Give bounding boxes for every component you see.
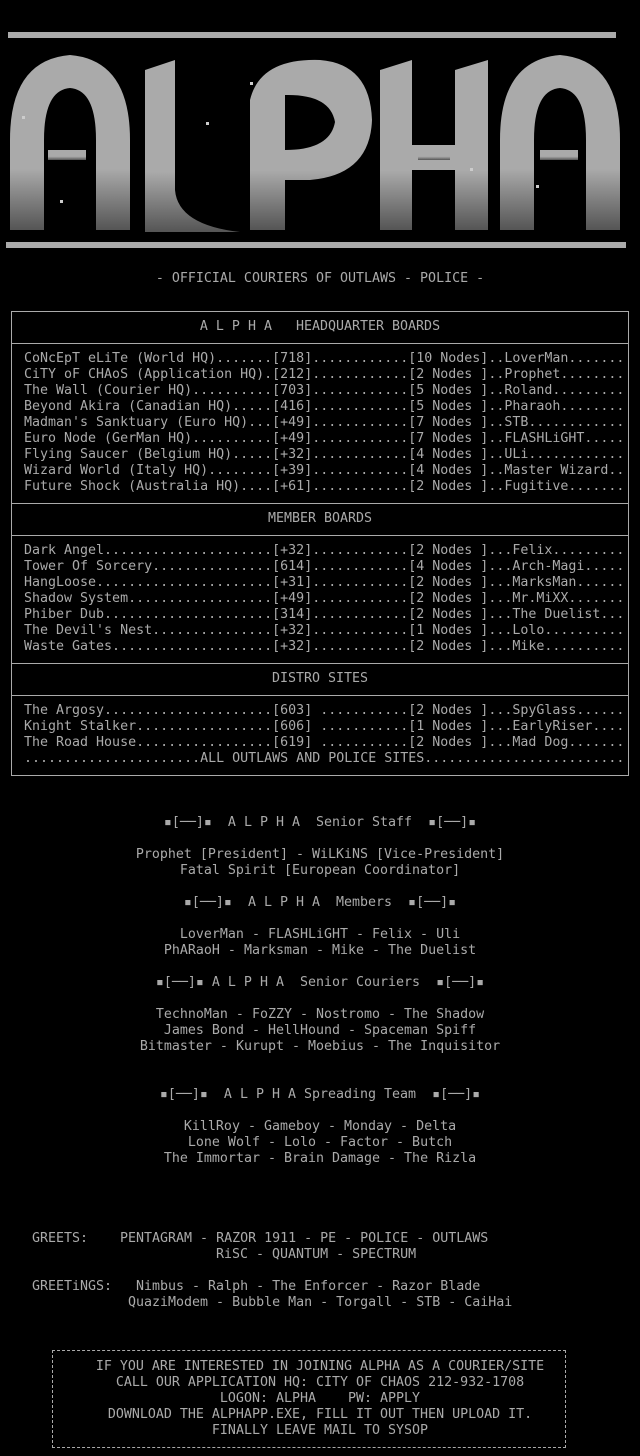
distro-row: The Road House.................[619] ...........[2 Nodes ]...Mad Dog....... [24,735,625,750]
hq-row: CiTY oF CHAoS (Application HQ).[212]............[2 Nodes ]..Prophet........ [24,367,625,382]
greets-line: PENTAGRAM - RAZOR 1911 - PE - POLICE - OUTLAWS [120,1231,489,1246]
hq-row: Beyond Akira (Canadian HQ).....[416]............[5 Nodes ]..Pharaoh........ [24,399,625,414]
divider [11,695,629,696]
divider [11,663,629,664]
greets-line: RiSC - QUANTUM - SPECTRUM [216,1247,417,1262]
alpha-logo [0,30,640,264]
divider [11,343,629,344]
join-line: LOGON: ALPHA PW: APPLY [219,1391,421,1406]
member-row: Tower Of Sorcery...............[614]............[4 Nodes ]...Arch-Magi..... [24,559,625,574]
spreading-line: The Immortar - Brain Damage - The Rizla [163,1151,477,1166]
join-line: IF YOU ARE INTERESTED IN JOINING ALPHA AS A COURIER/SITE [95,1359,545,1374]
couriers-line: James Bond - HellHound - Spaceman Spiff [163,1023,477,1038]
join-line: FINALLY LEAVE MAIL TO SYSOP [211,1423,429,1438]
senior-staff-line: Prophet [President] - WiLKiNS [Vice-President] [135,847,505,862]
member-row: The Devil's Nest...............[+32]............[1 Nodes ]...Lolo.......... [24,623,625,638]
couriers-line: TechnoMan - FoZZY - Nostromo - The Shadow [155,1007,485,1022]
member-row: Phiber Dub.....................[314]............[2 Nodes ]...The Duelist... [24,607,625,622]
senior-staff-title: ▪[──]▪ A L P H A Senior Staff ▪[──]▪ [163,815,477,830]
spreading-title: ▪[──]▪ A L P H A Spreading Team ▪[──]▪ [159,1087,481,1102]
members-line: LoverMan - FLASHLiGHT - Felix - Uli [179,927,461,942]
join-line: DOWNLOAD THE ALPHAPP.EXE, FILL IT OUT THEN UPLOAD IT. [107,1407,533,1422]
hq-row: CoNcEpT eLiTe (World HQ).......[718]............[10 Nodes]..LoverMan....... [24,351,625,366]
greetings-line: QuaziModem - Bubble Man - Torgall - STB - CaiHai [128,1295,513,1310]
hq-row: Euro Node (GerMan HQ)..........[+49]............[7 Nodes ]..FLASHLiGHT..... [24,431,625,446]
member-row: Shadow System..................[+49]............[2 Nodes ]...Mr.MiXX....... [24,591,625,606]
hq-row: Flying Saucer (Belgium HQ).....[+32]............[4 Nodes ]..ULi............ [24,447,625,462]
hq-row: Madman's Sanktuary (Euro HQ)...[+49]............[7 Nodes ]..STB............ [24,415,625,430]
member-row: HangLoose......................[+31]............[2 Nodes ]...MarksMan...... [24,575,625,590]
spreading-line: Lone Wolf - Lolo - Factor - Butch [187,1135,453,1150]
greetings-label: GREETiNGS: [32,1279,113,1294]
alpha-logo-graphic [0,30,640,260]
hq-row: The Wall (Courier HQ)..........[703]............[5 Nodes ]..Roland......... [24,383,625,398]
member-row: Waste Gates....................[+32]............[2 Nodes ]...Mike.......... [24,639,625,654]
join-line: CALL OUR APPLICATION HQ: CITY OF CHAOS 212-932-1708 [115,1375,525,1390]
members-title: ▪[──]▪ A L P H A Members ▪[──]▪ [183,895,457,910]
distro-row: The Argosy.....................[603] ...........[2 Nodes ]...SpyGlass...... [24,703,625,718]
hq-title: A L P H A HEADQUARTER BOARDS [199,319,441,334]
divider [11,503,629,504]
hq-row: Wizard World (Italy HQ)........[+39]............[4 Nodes ]..Master Wizard.. [24,463,625,478]
members-line: PhARaoH - Marksman - Mike - The Duelist [163,943,477,958]
greets-label: GREETS: [32,1231,89,1246]
greetings-line: Nimbus - Ralph - The Enforcer - Razor Blade [136,1279,481,1294]
senior-staff-line: Fatal Spirit [European Coordinator] [179,863,461,878]
hq-row: Future Shock (Australia HQ)....[+61]............[2 Nodes ]..Fugitive....... [24,479,625,494]
couriers-title: ▪[──]▪ A L P H A Senior Couriers ▪[──]▪ [155,975,485,990]
spreading-line: KillRoy - Gameboy - Monday - Delta [183,1119,457,1134]
tagline: - OFFICIAL COURIERS OF OUTLAWS - POLICE - [155,271,485,286]
member-row: Dark Angel.....................[+32]............[2 Nodes ]...Felix......... [24,543,625,558]
divider [11,535,629,536]
distro-row: Knight Stalker.................[606] ...........[1 Nodes ]...EarlyRiser.... [24,719,625,734]
distro-title: DISTRO SITES [271,671,369,686]
couriers-line: Bitmaster - Kurupt - Moebius - The Inquisitor [139,1039,501,1054]
member-title: MEMBER BOARDS [267,511,373,526]
distro-row: ......................ALL OUTLAWS AND POLICE SITES......................... [24,751,625,766]
